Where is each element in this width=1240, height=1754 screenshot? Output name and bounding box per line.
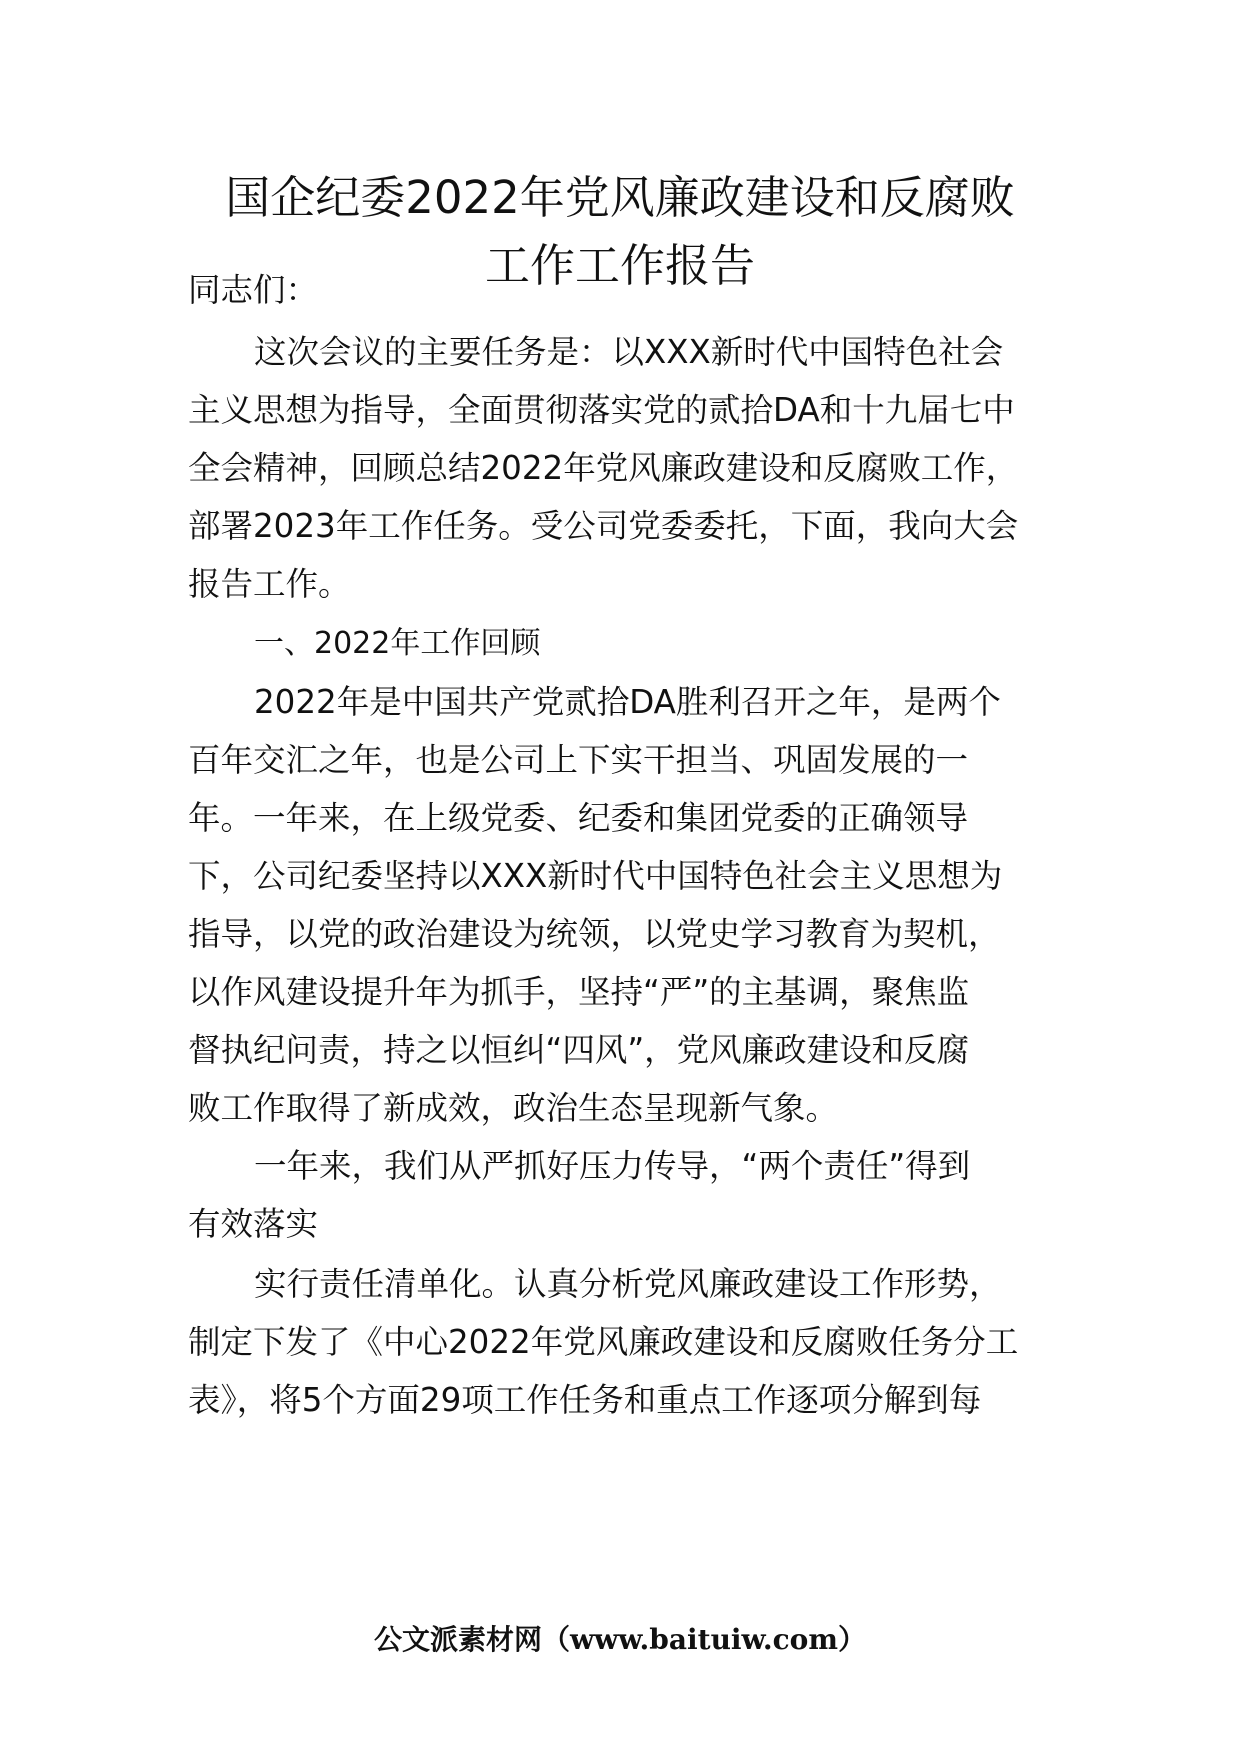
paragraph-line: 主义思想为指导，全面贯彻落实党的贰拾DA和十九届七中: [188, 391, 1015, 429]
paragraph-line: 败工作取得了新成效，政治生态呈现新气象。: [188, 1089, 839, 1127]
paragraph-line: 有效落实: [188, 1205, 319, 1243]
paragraph-line: 以作风建设提升年为抓手，坚持“严”的主基调，聚焦监: [188, 973, 970, 1011]
paragraph-line: 这次会议的主要任务是：以XXX新时代中国特色社会: [254, 333, 1004, 371]
paragraph-line: 制定下发了《中心2022年党风廉政建设和反腐败任务分工: [188, 1323, 1019, 1361]
paragraph-line: 2022年是中国共产党贰拾DA胜利召开之年，是两个: [254, 683, 1001, 721]
paragraph-line: 指导，以党的政治建设为统领，以党史学习教育为契机，: [188, 915, 1001, 953]
document-title-line-2: 工作工作报告: [484, 239, 755, 292]
paragraph-line: 年。一年来，在上级党委、纪委和集团党委的正确领导: [188, 799, 969, 837]
footer-source: 公文派素材网（www.baituiw.com）: [374, 1623, 866, 1656]
document-title-line-1: 国企纪委2022年党风廉政建设和反腐败: [225, 171, 1015, 224]
paragraph-line: 全会精神，回顾总结2022年党风廉政建设和反腐败工作，: [188, 449, 1019, 487]
paragraph-line: 表》，将5个方面29项工作任务和重点工作逐项分解到每: [188, 1381, 982, 1419]
paragraph-line: 督执纪问责，持之以恒纠“四风”，党风廉政建设和反腐: [188, 1031, 970, 1069]
paragraph-line: 报告工作。: [188, 565, 351, 603]
paragraph-line: 实行责任清单化。认真分析党风廉政建设工作形势，: [254, 1265, 1002, 1303]
paragraph-line: 百年交汇之年，也是公司上下实干担当、巩固发展的一: [188, 741, 969, 779]
section-heading: 一、2022年工作回顾: [254, 626, 541, 661]
salutation: 同志们：: [188, 271, 319, 309]
paragraph-line: 一年来，我们从严抓好压力传导，“两个责任”得到: [254, 1147, 971, 1185]
paragraph-line: 下，公司纪委坚持以XXX新时代中国特色社会主义思想为: [188, 857, 1003, 895]
paragraph-line: 部署2023年工作任务。受公司党委委托，下面，我向大会: [188, 507, 1019, 545]
